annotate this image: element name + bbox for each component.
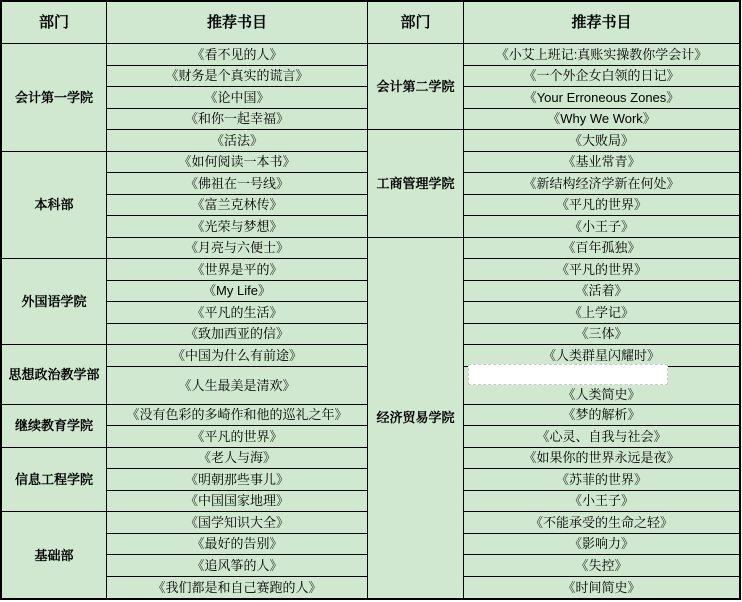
department-cell-left[interactable]: 本科部 — [2, 152, 107, 260]
book-title-cell[interactable]: 《平凡的生活》 — [107, 302, 368, 324]
book-title-cell[interactable]: 《和你一起幸福》 — [107, 109, 368, 131]
department-cell-left[interactable]: 外国语学院 — [2, 259, 107, 345]
book-title-cell[interactable]: 《小王子》 — [464, 491, 739, 513]
book-title-cell[interactable]: 《明朝那些事儿》 — [107, 469, 368, 491]
header-cell-department-left[interactable]: 部门 — [2, 2, 107, 44]
department-cell-left[interactable]: 信息工程学院 — [2, 448, 107, 513]
book-title-cell[interactable]: 《富兰克林传》 — [107, 195, 368, 217]
book-title-cell[interactable]: 《如果你的世界永远是夜》 — [464, 448, 739, 470]
book-title-cell[interactable]: 《苏菲的世界》 — [464, 469, 739, 491]
book-title-cell[interactable]: 《人类简史》 — [464, 367, 739, 405]
book-title-cell[interactable]: 《人类群星闪耀时》 — [464, 345, 739, 367]
book-title-cell[interactable]: 《财务是个真实的谎言》 — [107, 66, 368, 88]
book-title-cell[interactable]: 《失控》 — [464, 555, 739, 577]
book-title-cell[interactable]: 《百年孤独》 — [464, 238, 739, 260]
book-title-cell[interactable]: 《光荣与梦想》 — [107, 216, 368, 238]
book-title-cell[interactable]: 《小艾上班记:真账实操教你学会计》 — [464, 44, 739, 66]
book-title-cell[interactable]: 《My Life》 — [107, 281, 368, 303]
book-title-cell[interactable]: 《Your Erroneous Zones》 — [464, 87, 739, 109]
book-title-cell[interactable]: 《新结构经济学新在何处》 — [464, 173, 739, 195]
book-title-cell[interactable]: 《我们都是和自己赛跑的人》 — [107, 577, 368, 599]
book-title-cell[interactable]: 《最好的告别》 — [107, 534, 368, 556]
department-cell-left[interactable]: 会计第一学院 — [2, 44, 107, 152]
book-title-cell[interactable]: 《致加西亚的信》 — [107, 324, 368, 346]
header-cell-department-right[interactable]: 部门 — [368, 2, 464, 44]
book-title-cell[interactable]: 《影响力》 — [464, 534, 739, 556]
empty-floating-textbox[interactable] — [468, 364, 668, 385]
department-cell-left[interactable]: 继续教育学院 — [2, 405, 107, 448]
header-cell-books-right[interactable]: 推荐书目 — [464, 2, 739, 44]
department-cell-right[interactable]: 会计第二学院 — [368, 44, 464, 130]
book-title-cell[interactable]: 《基业常青》 — [464, 152, 739, 174]
book-title-cell[interactable]: 《佛祖在一号线》 — [107, 173, 368, 195]
department-cell-right[interactable]: 经济贸易学院 — [368, 238, 464, 599]
book-title-cell[interactable]: 《论中国》 — [107, 87, 368, 109]
book-title-cell[interactable]: 《平凡的世界》 — [464, 195, 739, 217]
book-title-cell[interactable]: 《小王子》 — [464, 216, 739, 238]
header-cell-books-left[interactable]: 推荐书目 — [107, 2, 368, 44]
book-title-cell[interactable]: 《国学知识大全》 — [107, 512, 368, 534]
department-cell-left[interactable]: 思想政治教学部 — [2, 345, 107, 405]
book-title-cell[interactable]: 《追风筝的人》 — [107, 555, 368, 577]
book-title-cell[interactable]: 《心灵、自我与社会》 — [464, 426, 739, 448]
book-title-cell[interactable]: 《活法》 — [107, 130, 368, 152]
book-title-cell[interactable]: 《一个外企女白领的日记》 — [464, 66, 739, 88]
book-title-cell[interactable]: 《活着》 — [464, 281, 739, 303]
book-title-cell[interactable]: 《大败局》 — [464, 130, 739, 152]
book-title-cell[interactable]: 《三体》 — [464, 324, 739, 346]
department-cell-right[interactable]: 工商管理学院 — [368, 130, 464, 238]
book-title-cell[interactable]: 《平凡的世界》 — [464, 259, 739, 281]
book-title-cell[interactable]: 《没有色彩的多崎作和他的巡礼之年》 — [107, 405, 368, 427]
book-title-cell[interactable]: 《中国国家地理》 — [107, 491, 368, 513]
book-title-cell[interactable]: 《Why We Work》 — [464, 109, 739, 131]
book-title-cell[interactable]: 《如何阅读一本书》 — [107, 152, 368, 174]
book-title-cell[interactable]: 《中国为什么有前途》 — [107, 345, 368, 367]
book-title-cell[interactable]: 《不能承受的生命之轻》 — [464, 512, 739, 534]
book-title-cell[interactable]: 《平凡的世界》 — [107, 426, 368, 448]
department-cell-left[interactable]: 基础部 — [2, 512, 107, 598]
book-title-cell[interactable]: 《世界是平的》 — [107, 259, 368, 281]
book-title-cell[interactable]: 《时间简史》 — [562, 579, 641, 595]
book-title-cell[interactable]: 《人生最美是清欢》 — [107, 367, 368, 405]
book-title-cell[interactable]: 《上学记》 — [464, 302, 739, 324]
book-title-cell[interactable]: 《老人与海》 — [107, 448, 368, 470]
book-title-cell[interactable]: 《梦的解析》 — [464, 405, 739, 427]
book-title-cell[interactable]: 《月亮与六便士》 — [107, 238, 368, 260]
book-title-cell[interactable]: 《看不见的人》 — [107, 44, 368, 66]
